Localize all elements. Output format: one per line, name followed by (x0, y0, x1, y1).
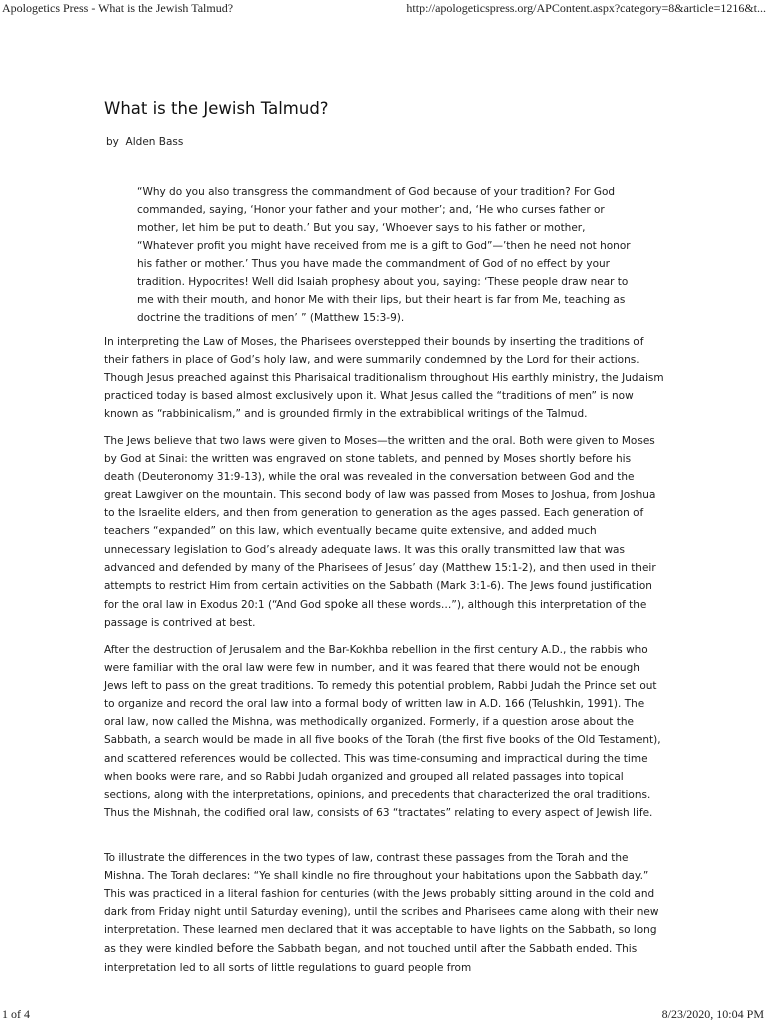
paragraph-4-text-a: To illustrate the differences in the two types of law, contrast these passages from the Torah and the Mishna. The Torah declares: “Ye shall kindle no fire throughout your habitations upon the Sabbath day.” This was practiced in a literal fashion for centuries (with the Jews probably sitting around in the cold and dark from Friday night until Saturday evening), until the scribes and Pharisees came along with their new interpretation. These learned men declared that it was acceptable to have lights on the Sabbath, so long as they were kindled (104, 852, 659, 956)
scripture-quote: “Why do you also transgress the commandment of God because of your tradition? For God commanded, saying, ‘Honor your father and your mother’; and, ‘He who curses father or mother, let him be put to death.’ But you say, ‘Whoever says to his father or mother, “Whatever profit you might have received from me is a gift to God”—’then he need not honor his father or mother.’ Thus you have made the commandment of God of no effect by your tradition. Hypocrites! Well did Isaiah prophesy about you, saying: ‘These people draw near to me with their mouth, and honor Me with their lips, but their heart is far from Me, teaching as doctrine the traditions of men’ ” (Matthew 15:3-9). (137, 186, 631, 324)
page-number: 1 of 4 (2, 1007, 30, 1021)
print-header-title: Apologetics Press - What is the Jewish Talmud? (2, 1, 234, 15)
paragraph-2-text-b: all these words…”), although this interpretation of the passage is contrived at best. (104, 598, 647, 629)
paragraph-1: In interpreting the Law of Moses, the Pharisees overstepped their bounds by inserting the traditions of their fathers in place of God’s holy law, and were summarily condemned by the Lord for their actions. Though Jesus preached against this Pharisaical traditionalism throughout His earthly ministry, the Judaism practiced today is based almost exclusively upon it. What Jesus called the “traditions of men” is now known as “rabbinicalism,” and is grounded firmly in the extrabiblical writings of the Talmud. (104, 336, 664, 421)
page-title: What is the Jewish Talmud? (104, 99, 329, 118)
byline: by Alden Bass (106, 136, 184, 148)
paragraph-4-text-b: the Sabbath began, and not touched until after the Sabbath ended. This interpretation led to all sorts of little regulations to guard people from (104, 943, 638, 974)
paragraph-4 (104, 849, 664, 977)
paragraph-2-text-a: The Jews believe that two laws were given to Moses—the written and the oral. Both were given to Moses by God at Sinai: the written was engraved on stone tablets, and penned by Moses shortly before his death (Deuteronomy 31:9-13), while the oral was revealed in the conversation between God and the great Lawgiver on the mountain. This second body of law was passed from Moses to Joshua, from Joshua to the Israelite elders, and then from generation to generation as the ages passed. Each generation of teachers “expanded” on this law, which eventually became quite extensive, and added much unnecessary legislation to God’s already adequate laws. It was this orally transmitted law that was advanced and defended by many of the Pharisees of Jesus’ day (Matthew 15:1-2), and then used in their attempts to restrict Him from certain activities on the Sabbath (Mark 3:1-6). The Jews found justification for the oral law in Exodus 20:1 (“And God (104, 435, 656, 611)
print-timestamp: 8/23/2020, 10:04 PM (661, 1007, 764, 1021)
paragraph-4-emphasis: before (216, 941, 254, 956)
paragraph-2-emphasis: spoke (324, 596, 359, 611)
paragraph-2 (104, 432, 664, 632)
print-header-url: http://apologeticspress.org/APContent.aspx?category=8&article=1216&t... (406, 1, 766, 15)
paragraph-3: After the destruction of Jerusalem and the Bar-Kokhba rebellion in the first century A.D., the rabbis who were familiar with the oral law were few in number, and it was feared that there would not be enough Jews left to pass on the great traditions. To remedy this potential problem, Rabbi Judah the Prince set out to organize and record the oral law into a formal body of written law in A.D. 166 (Telushkin, 1991). The oral law, now called the Mishna, was methodically organized. Formerly, if a question arose about the Sabbath, a search would be made in all five books of the Torah (the first five books of the Old Testament), and scattered references would be collected. This was time-consuming and impractical during the time when books were rare, and so Rabbi Judah organized and grouped all related passages into topical sections, along with the interpretations, opinions, and precedents that characterized the oral traditions. Thus the Mishnah, the codified oral law, consists of 63 “tractates” relating to every aspect of Jewish life. (104, 644, 661, 819)
